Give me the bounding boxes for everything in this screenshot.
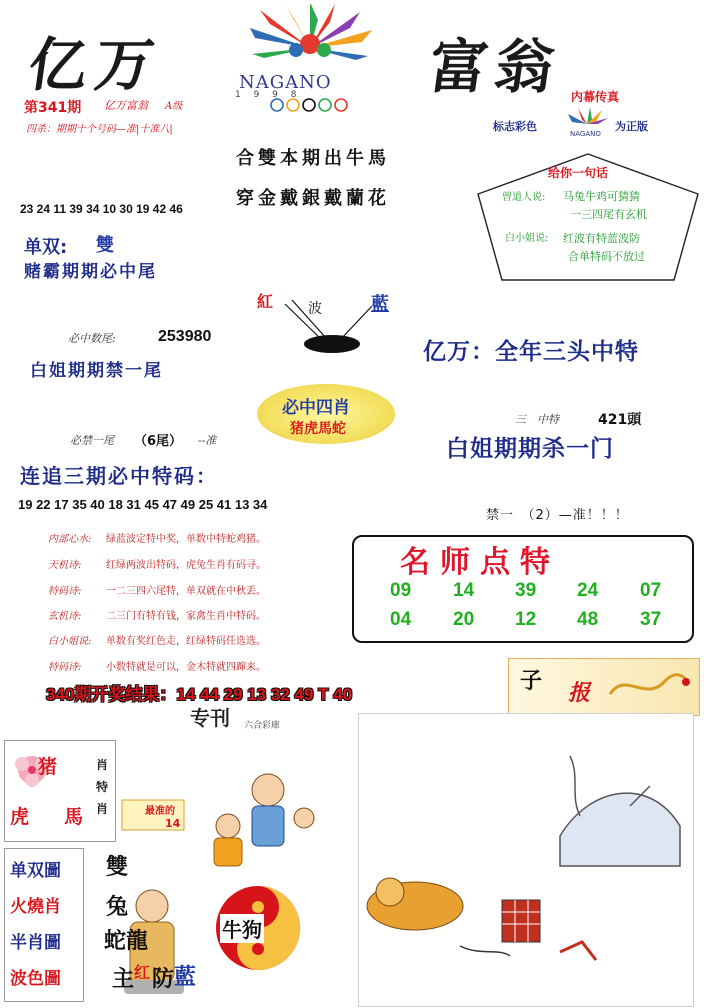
- logo-year: 1 9 9 8: [235, 90, 302, 100]
- advice-title: 给你一句话: [548, 166, 609, 180]
- zibao-bao: 报: [568, 680, 591, 706]
- tu-row: 火燒肖: [10, 897, 61, 917]
- santou-value: 421頭: [598, 412, 642, 428]
- poem-key: 玄机诗:: [48, 611, 82, 622]
- mingshi-num: 04: [390, 609, 412, 630]
- bai-men-text: 白姐期期杀一门: [446, 436, 614, 462]
- shengxiao-ma: 馬: [64, 806, 84, 828]
- jinyi-text: 禁一 （2）—准！！！: [486, 508, 629, 523]
- poem-key: 内部心水:: [48, 534, 92, 545]
- svg-text:NAGANO: NAGANO: [570, 130, 601, 138]
- mingshi-title: 名师点特: [400, 545, 560, 580]
- bowl-blue: 藍: [371, 294, 389, 315]
- jinwei-label: 必禁一尾: [70, 434, 114, 447]
- advice-line2-label: 白小姐说:: [505, 233, 549, 244]
- fax-right: 为正版: [615, 120, 648, 133]
- tu-shelong: 蛇龍: [104, 929, 149, 954]
- olympic-rings-icon: [267, 98, 357, 114]
- mingshi-num: 07: [640, 580, 662, 601]
- tu-fang: 防: [152, 967, 175, 992]
- poem-val: 二三门有特有钱，家禽生肖中特码。: [106, 611, 266, 622]
- cartoon-dog-illustration: [360, 716, 690, 1004]
- danshuang-line2: 赌霸期期必中尾: [24, 262, 157, 282]
- poem-row: [48, 582, 266, 597]
- issue-label: 第341期: [24, 100, 82, 116]
- bowl-mid: 波: [308, 301, 322, 317]
- title-right: 富翁: [424, 33, 567, 101]
- tail-value: 253980: [158, 328, 212, 345]
- tu-lan: 藍: [174, 965, 197, 990]
- danshuang-value: 雙: [96, 235, 114, 256]
- poem-val: 一二三四六尾特，单双就在中秋丢。: [106, 586, 266, 597]
- advice-line1-label: 曾道人说:: [502, 192, 546, 203]
- poem-key: 天机诗:: [48, 560, 82, 571]
- issue-grade: A级: [165, 101, 183, 112]
- bowl-red: 紅: [257, 292, 274, 311]
- numbers-mid: 19 22 17 35 40 18 31 45 47 49 25 41 13 34: [18, 497, 268, 512]
- mingshi-num: 14: [453, 580, 475, 601]
- yiwan-text: 亿万：全年三头中特: [423, 339, 639, 365]
- cartoon-caption-title: 最准的: [145, 806, 175, 817]
- tu-row: 单双圖: [10, 861, 61, 881]
- advice-line1-b: 一三四尾有玄机: [570, 208, 647, 221]
- nagano-logo: [205, 4, 415, 116]
- poem-key: 特码诗:: [48, 662, 82, 673]
- poem-key: 特码诗:: [48, 586, 82, 597]
- tu-niugou: 牛狗: [220, 914, 264, 943]
- poem-val: 单数有奖红色走，红绿特码任选选。: [106, 636, 266, 647]
- banner-line1: 合雙本期出牛馬: [236, 148, 390, 169]
- danshuang-label: 单双:: [24, 237, 68, 258]
- sixiao-title: 必中四肖: [282, 398, 350, 418]
- mingshi-num: 37: [640, 609, 662, 630]
- dragon-icon: [606, 664, 692, 708]
- shengxiao-zhu: 猪: [38, 756, 58, 778]
- tail-label: 必中数尾:: [68, 332, 116, 345]
- advice-line2-b: 合单特码不放过: [568, 250, 645, 263]
- tail-line2: 白姐期期禁一尾: [30, 361, 163, 381]
- numbers-top: 23 24 11 39 34 10 30 19 42 46: [20, 202, 183, 216]
- issue-sign: 亿万富翁: [104, 99, 148, 112]
- poem-row: [48, 632, 266, 647]
- mingshi-num: 12: [515, 609, 537, 630]
- jinwei-value: （6尾）: [134, 434, 183, 449]
- shengxiao-hu: 虎: [10, 806, 30, 828]
- poem-row: [48, 530, 266, 545]
- title-left: 亿万: [24, 31, 167, 99]
- poem-row: [48, 556, 266, 571]
- poem-val: 小数特就是可以，金木特就四蹿来。: [106, 662, 266, 673]
- tu-row: 波色圖: [10, 969, 61, 989]
- zibao-zi: 子: [520, 668, 543, 694]
- poem-key: 白小姐说:: [48, 636, 92, 647]
- jinwei-suffix: --准: [198, 434, 217, 447]
- mingshi-num: 48: [577, 609, 599, 630]
- sixiao-value: 猪虎馬蛇: [290, 421, 346, 437]
- banner-line2: 穿金戴銀戴蘭花: [236, 188, 390, 209]
- tu-hong: 红: [134, 963, 151, 982]
- advice-line2-a: 红波有特蓝波防: [563, 232, 640, 245]
- logo-text: NAGANO: [239, 72, 332, 93]
- zhuankan-sub: 六合彩庫: [244, 721, 281, 731]
- tu-tu: 兔: [106, 895, 129, 920]
- small-logo-icon: [560, 106, 614, 140]
- fax-title: 内幕传真: [571, 90, 620, 104]
- poem-val: 红绿两波出特码，虎兔生肖有码寻。: [106, 560, 266, 571]
- shengxiao-side: 肖特肖: [96, 758, 109, 816]
- result-text: 340期开奖结果：14 44 29 13 32 49 T 40: [46, 685, 353, 704]
- tu-zhu: 主: [112, 967, 135, 992]
- cartoon-caption-num: 14: [165, 817, 181, 830]
- santou-label: 三 中特: [515, 413, 559, 426]
- lianzhui-text: 连追三期必中特码：: [20, 464, 218, 488]
- advice-line1-a: 马兔牛鸡可猜猜: [563, 190, 640, 203]
- mingshi-num: 24: [577, 580, 599, 601]
- issue-note: 四杀：期期十个号码—准|十准八|: [26, 124, 173, 135]
- bowl-graphic: [280, 296, 380, 356]
- mingshi-num: 20: [453, 609, 475, 630]
- fax-left: 标志彩色: [493, 120, 537, 133]
- tu-row: 半肖圖: [10, 933, 61, 953]
- mingshi-num: 09: [390, 580, 412, 601]
- poem-row: [48, 607, 266, 622]
- poem-row: [48, 658, 266, 673]
- mingshi-num: 39: [515, 580, 537, 601]
- zhuankan-title: 专刊: [190, 706, 230, 730]
- tu-shuang: 雙: [106, 855, 129, 880]
- poem-val: 绿蓝波定特中奖，单数中特蛇鸡猪。: [106, 534, 266, 545]
